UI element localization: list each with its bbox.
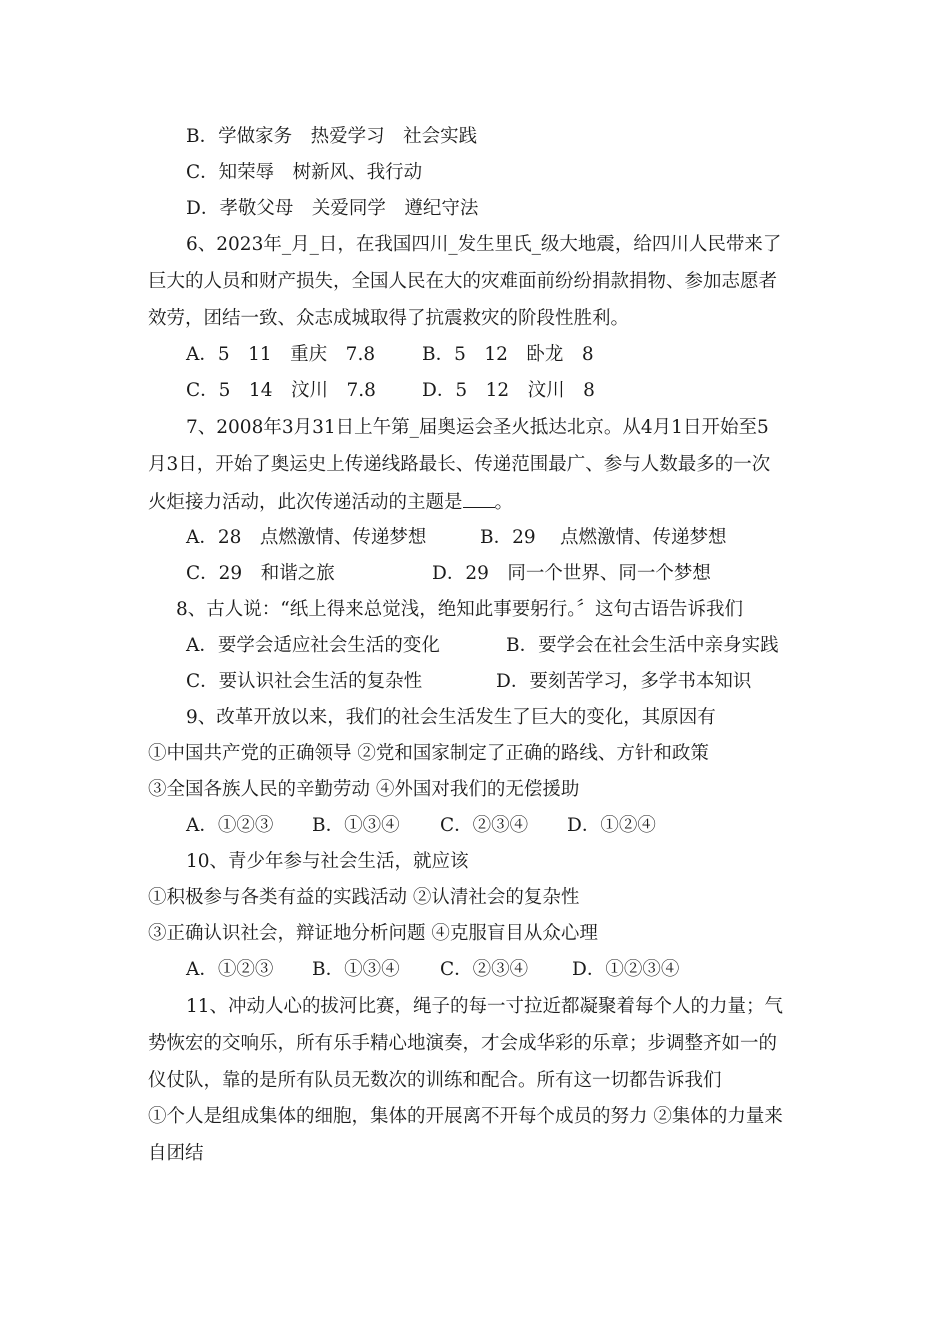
q9-item-line-1: ①中国共产党的正确领导 ②党和国家制定了正确的路线、方针和政策 <box>148 743 709 764</box>
q8-option-b: B．要学会在社会生活中亲身实践 <box>506 635 779 656</box>
q10-option-b: B．①③④ <box>312 959 400 980</box>
q6-option-c: C．5 14 汶川 7.8 <box>186 380 376 401</box>
q9-option-b: B．①③④ <box>312 815 400 836</box>
q7-option-d: D．29 同一个世界、同一个梦想 <box>432 563 711 584</box>
q10-item-line-2: ③正确认识社会，辩证地分析问题 ④克服盲目从众心理 <box>148 923 598 944</box>
q8-option-c: C．要认识社会生活的复杂性 <box>186 671 423 692</box>
q10-option-c: C．②③④ <box>440 959 529 980</box>
q6-stem-line-2: 巨大的人员和财产损失，全国人民在大的灾难面前纷纷捐款捐物、参加志愿者 <box>148 271 778 292</box>
q9-item-line-2: ③全国各族人民的辛勤劳动 ④外国对我们的无偿援助 <box>148 779 580 800</box>
q5-option-b: B．学做家务 热爱学习 社会实践 <box>186 126 478 147</box>
q6-option-a: A．5 11 重庆 7.8 <box>186 344 376 365</box>
q7-option-a: A．28 点燃激情、传递梦想 <box>186 527 427 548</box>
q9-stem-line-1: 9、改革开放以来，我们的社会生活发生了巨大的变化，其原因有 <box>186 707 716 728</box>
q6-option-d: D．5 12 汶川 8 <box>422 380 595 401</box>
q11-stem-line-1: 11、冲动人心的拔河比赛，绳子的每一寸拉近都凝聚着每个人的力量；气 <box>186 996 784 1017</box>
q5-option-d: D．孝敬父母 关爱同学 遵纪守法 <box>186 198 479 219</box>
q7-stem-line-3 <box>148 489 513 516</box>
q7-stem-line-1: 7、2008年3月31日上午第_届奥运会圣火抵达北京。从4月1日开始至5 <box>186 417 769 438</box>
q7-stem-text: 火炬接力活动，此次传递活动的主题是 <box>148 492 463 513</box>
q5-option-c: C．知荣辱 树新风、我行动 <box>186 162 423 183</box>
q11-stem-line-2: 势恢宏的交响乐，所有乐手精心地演奏，才会成华彩的乐章；步调整齐如一的 <box>148 1033 778 1054</box>
q8-option-d: D．要刻苦学习，多学书本知识 <box>496 671 752 692</box>
q6-stem-line-3: 效劳，团结一致、众志成城取得了抗震救灾的阶段性胜利。 <box>148 308 630 329</box>
q7-stem-line-2: 月3日，开始了奥运史上传递线路最长、传递范围最广、参与人数最多的一次 <box>148 454 771 475</box>
q11-item-line-2: 自团结 <box>148 1143 204 1164</box>
q7-option-b: B．29 点燃激情、传递梦想 <box>480 527 727 548</box>
q7-option-c: C．29 和谐之旅 <box>186 563 335 584</box>
q11-item-line-1: ①个人是组成集体的细胞，集体的开展离不开每个成员的努力 ②集体的力量来 <box>148 1106 783 1127</box>
q10-option-d: D．①②③④ <box>572 959 680 980</box>
answer-blank <box>463 489 495 508</box>
q8-option-a: A．要学会适应社会生活的变化 <box>186 635 440 656</box>
q10-item-line-1: ①积极参与各类有益的实践活动 ②认清社会的复杂性 <box>148 887 580 908</box>
q10-stem-line-1: 10、青少年参与社会生活，就应该 <box>186 851 469 872</box>
q8-stem-line-1: 8、古人说：“纸上得来总觉浅，绝知此事要躬行。〞这句古语告诉我们 <box>176 599 743 620</box>
q11-stem-line-3: 仪仗队，靠的是所有队员无数次的训练和配合。所有这一切都告诉我们 <box>148 1070 722 1091</box>
q9-option-c: C．②③④ <box>440 815 529 836</box>
q6-option-b: B．5 12 卧龙 8 <box>422 344 594 365</box>
q7-stem-end: 。 <box>494 492 514 513</box>
q9-option-d: D．①②④ <box>567 815 656 836</box>
q6-stem-line-1: 6、2023年_月_日，在我国四川_发生里氏_级大地震，给四川人民带来了 <box>186 234 782 255</box>
q10-option-a: A．①②③ <box>186 959 274 980</box>
q9-option-a: A．①②③ <box>186 815 274 836</box>
